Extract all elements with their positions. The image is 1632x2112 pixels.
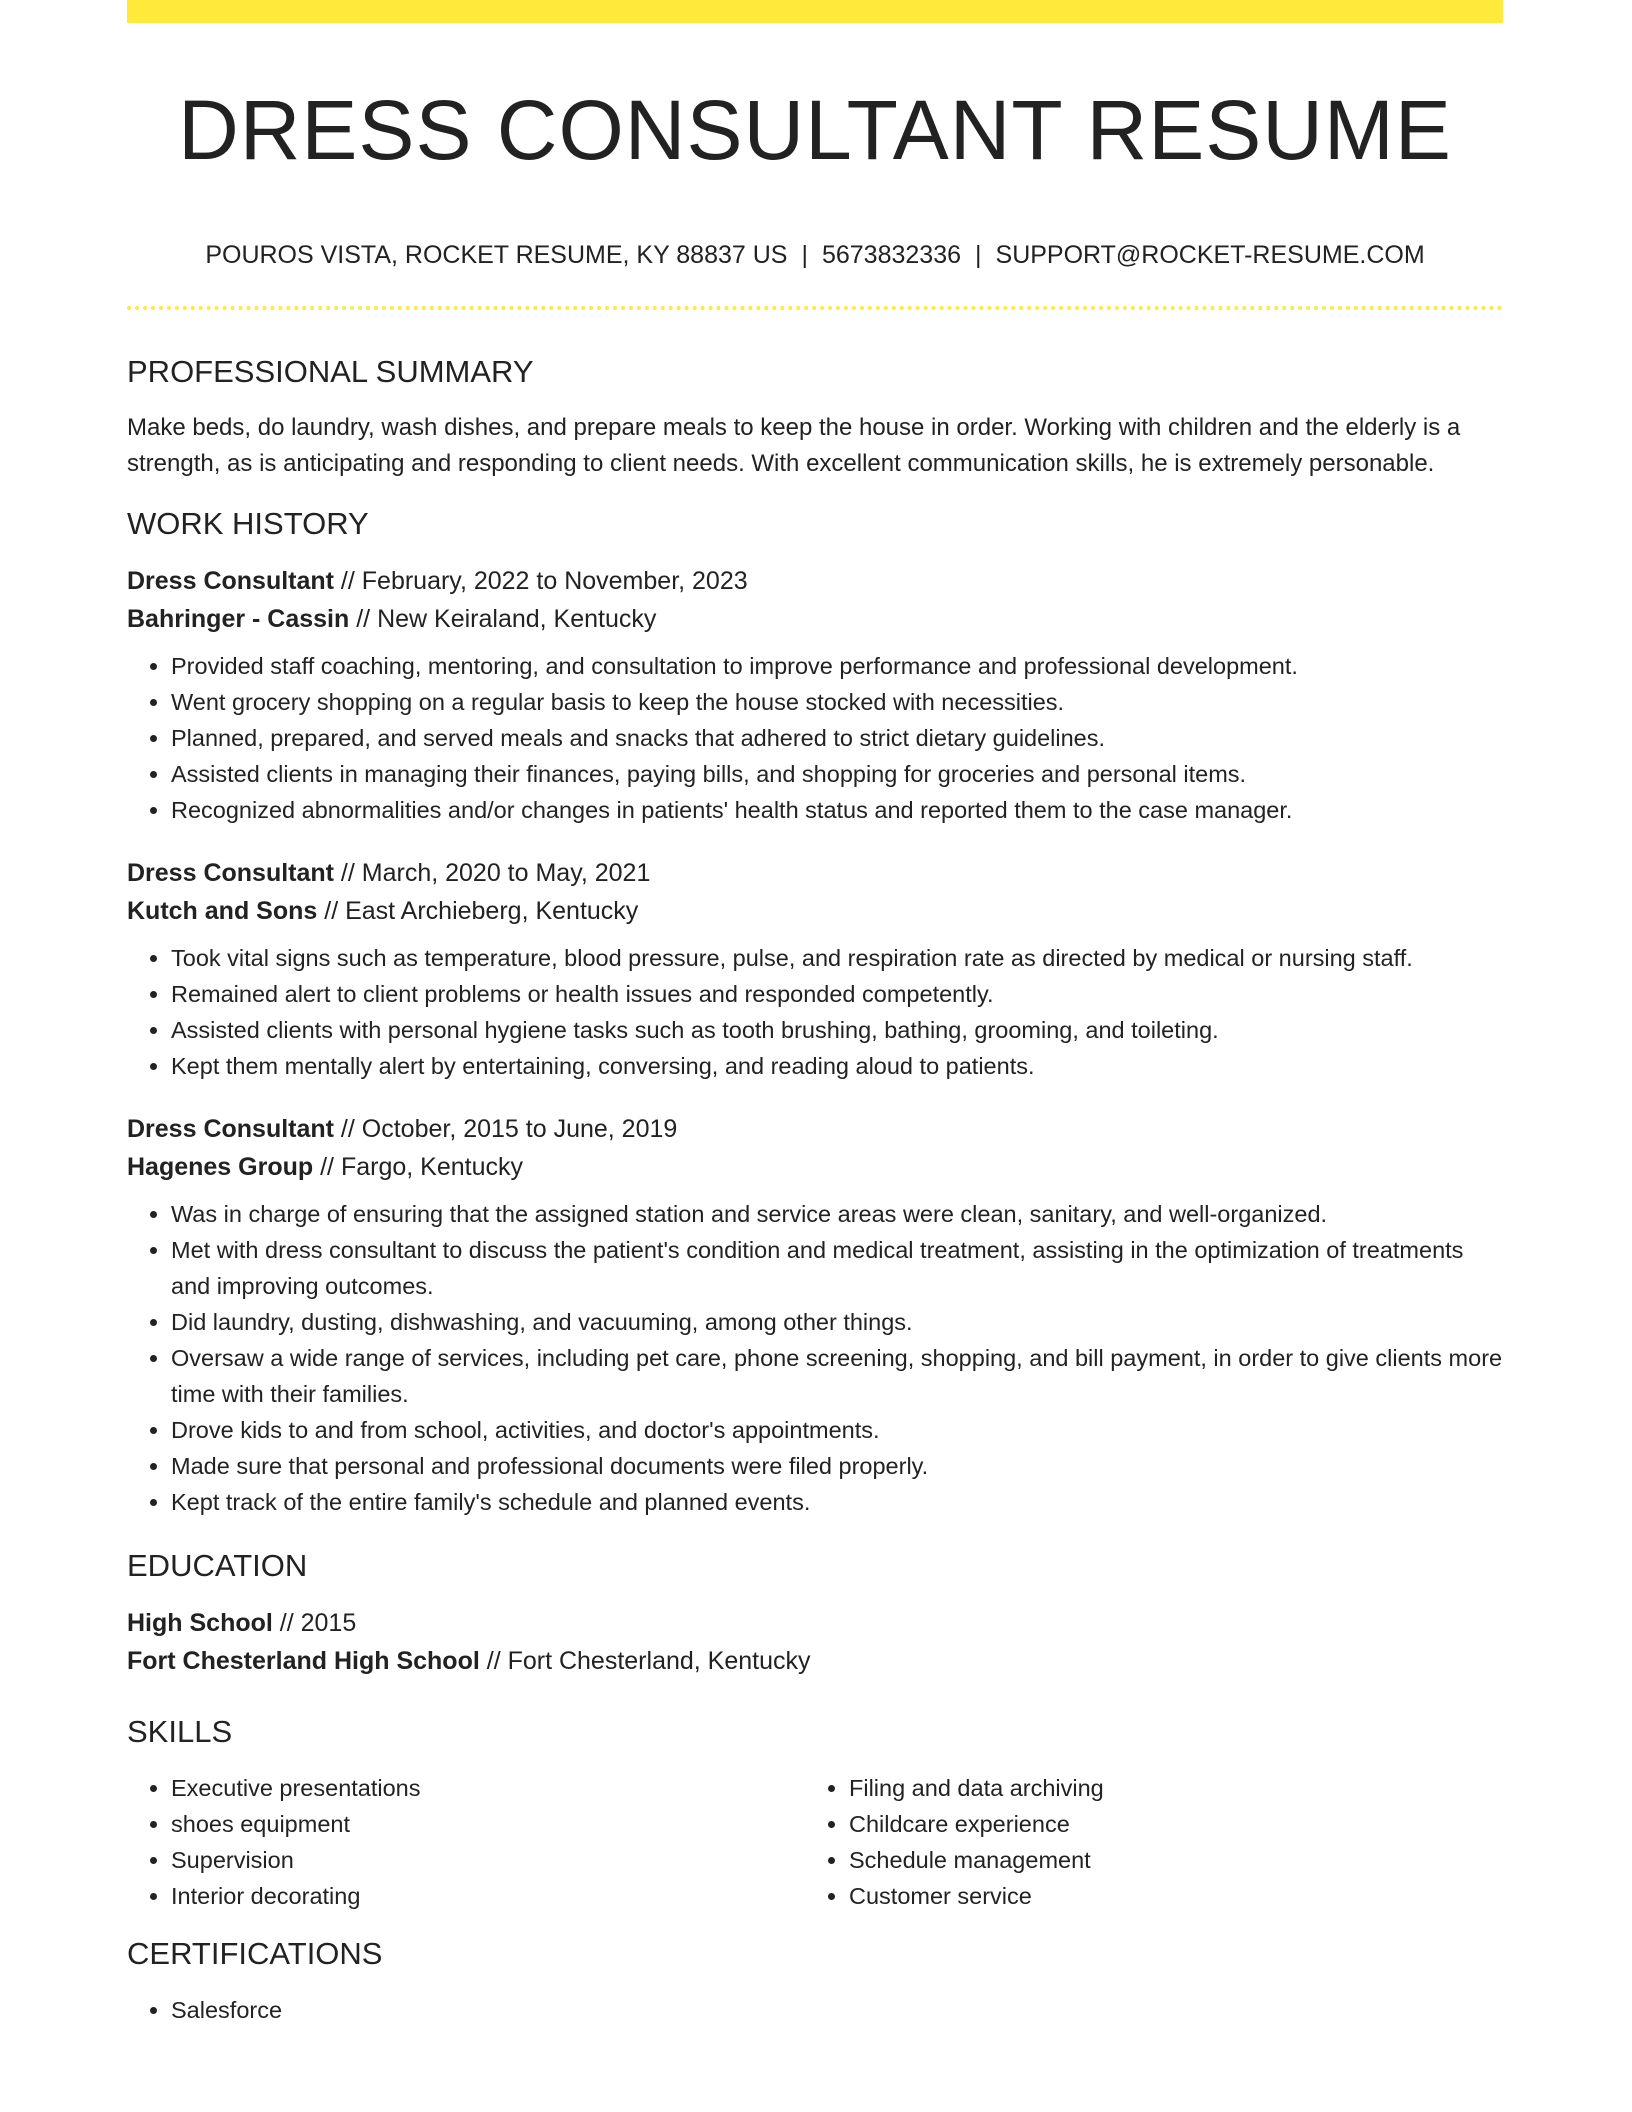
job-duty: • Kept them mentally alert by entertaining, conversing, and reading aloud to patients.	[171, 1048, 1503, 1084]
dotted-divider	[127, 306, 1503, 310]
education-school-line	[127, 1642, 1503, 1680]
contact-separator: |	[801, 241, 808, 269]
job-duties-list	[127, 648, 1503, 828]
job-duties-list	[127, 940, 1503, 1084]
job-company-line	[127, 892, 1503, 930]
accent-top-bar	[127, 0, 1503, 23]
skill-item: • Filing and data archiving	[849, 1770, 1483, 1806]
job-title-line	[127, 1110, 1503, 1148]
job-duty: • Met with dress consultant to discuss the patient's condition and medical treatment, assisting in the optimization of treatments and improving outcomes.	[171, 1232, 1503, 1304]
job-location: // New Keiraland, Kentucky	[349, 605, 657, 633]
job-duty: • Remained alert to client problems or health issues and responded competently.	[171, 976, 1503, 1012]
job-title-line	[127, 854, 1503, 892]
job-company: Kutch and Sons	[127, 897, 318, 925]
skills-grid	[127, 1770, 1503, 1934]
job-duty: • Was in charge of ensuring that the assigned station and service areas were clean, sanitary, and well-organized.	[171, 1196, 1503, 1232]
job-duty: • Planned, prepared, and served meals and snacks that adhered to strict dietary guidelines.	[171, 720, 1503, 756]
job-duty: • Kept track of the entire family's schedule and planned events.	[171, 1484, 1503, 1520]
job-company-line	[127, 1148, 1503, 1186]
job-duty: • Drove kids to and from school, activities, and doctor's appointments.	[171, 1412, 1503, 1448]
job-dates: // October, 2015 to June, 2019	[333, 1115, 678, 1143]
education-year: // 2015	[272, 1609, 357, 1637]
job-dates: // February, 2022 to November, 2023	[333, 567, 748, 595]
job-duty: • Recognized abnormalities and/or changes in patients' health status and reported them to the case manager.	[171, 792, 1503, 828]
job-company: Bahringer - Cassin	[127, 605, 350, 633]
summary-text: Make beds, do laundry, wash dishes, and prepare meals to keep the house in order. Working with children and the elderly is a strength, as is anticipating and responding to client needs. With excellent communication skills, he is extremely personable.	[127, 414, 1461, 477]
certifications-list	[127, 1992, 1503, 2028]
education-location: // Fort Chesterland, Kentucky	[479, 1647, 811, 1675]
education-school: Fort Chesterland High School	[127, 1647, 480, 1675]
contact-address: POUROS VISTA, ROCKET RESUME, KY 88837 US	[205, 241, 788, 269]
job-duty: • Took vital signs such as temperature, blood pressure, pulse, and respiration rate as directed by medical or nursing staff.	[171, 940, 1503, 976]
summary-heading: PROFESSIONAL SUMMARY	[127, 354, 534, 389]
job-entry	[127, 1110, 1503, 1520]
contact-phone: 5673832336	[821, 241, 962, 269]
skill-item: • Customer service	[849, 1878, 1483, 1914]
skills-list-left	[127, 1770, 805, 1914]
job-duty: • Assisted clients with personal hygiene tasks such as tooth brushing, bathing, grooming, and toileting.	[171, 1012, 1503, 1048]
job-duty: • Went grocery shopping on a regular basis to keep the house stocked with necessities.	[171, 684, 1503, 720]
job-entry	[127, 854, 1503, 1084]
job-title-line	[127, 562, 1503, 600]
skill-item: • Childcare experience	[849, 1806, 1483, 1842]
job-role: Dress Consultant	[127, 859, 334, 887]
job-entry	[127, 562, 1503, 828]
skill-item: • Supervision	[171, 1842, 805, 1878]
skill-item: • Executive presentations	[171, 1770, 805, 1806]
contact-line	[127, 238, 1503, 272]
contact-email: SUPPORT@ROCKET-RESUME.COM	[995, 241, 1425, 269]
work-history-heading: WORK HISTORY	[127, 506, 369, 541]
resume-content	[127, 352, 1503, 2054]
resume-title: DRESS CONSULTANT RESUME	[178, 83, 1452, 177]
job-company: Hagenes Group	[127, 1153, 314, 1181]
job-role: Dress Consultant	[127, 567, 334, 595]
job-duty: • Oversaw a wide range of services, including pet care, phone screening, shopping, and bill payment, in order to give clients more time with their families.	[171, 1340, 1503, 1412]
job-duty: • Assisted clients in managing their finances, paying bills, and shopping for groceries and personal items.	[171, 756, 1503, 792]
education-degree: High School	[127, 1609, 273, 1637]
skills-heading: SKILLS	[127, 1714, 233, 1749]
certification-item: • Salesforce	[171, 1992, 1503, 2028]
job-duty: • Made sure that personal and professional documents were filed properly.	[171, 1448, 1503, 1484]
job-company-line	[127, 600, 1503, 638]
skill-item: • shoes equipment	[171, 1806, 805, 1842]
job-dates: // March, 2020 to May, 2021	[333, 859, 651, 887]
certifications-heading: CERTIFICATIONS	[127, 1936, 383, 1971]
job-location: // East Archieberg, Kentucky	[317, 897, 639, 925]
education-heading: EDUCATION	[127, 1548, 308, 1583]
skill-item: • Interior decorating	[171, 1878, 805, 1914]
job-duty: • Did laundry, dusting, dishwashing, and vacuuming, among other things.	[171, 1304, 1503, 1340]
job-duty: • Provided staff coaching, mentoring, and consultation to improve performance and professional development.	[171, 648, 1503, 684]
skills-list-right	[805, 1770, 1483, 1914]
skill-item: • Schedule management	[849, 1842, 1483, 1878]
job-location: // Fargo, Kentucky	[313, 1153, 523, 1181]
resume-page	[127, 0, 1503, 2112]
education-degree-line	[127, 1604, 1503, 1642]
job-duties-list	[127, 1196, 1503, 1520]
job-role: Dress Consultant	[127, 1115, 334, 1143]
contact-separator: |	[975, 241, 982, 269]
education-entry	[127, 1604, 1503, 1680]
